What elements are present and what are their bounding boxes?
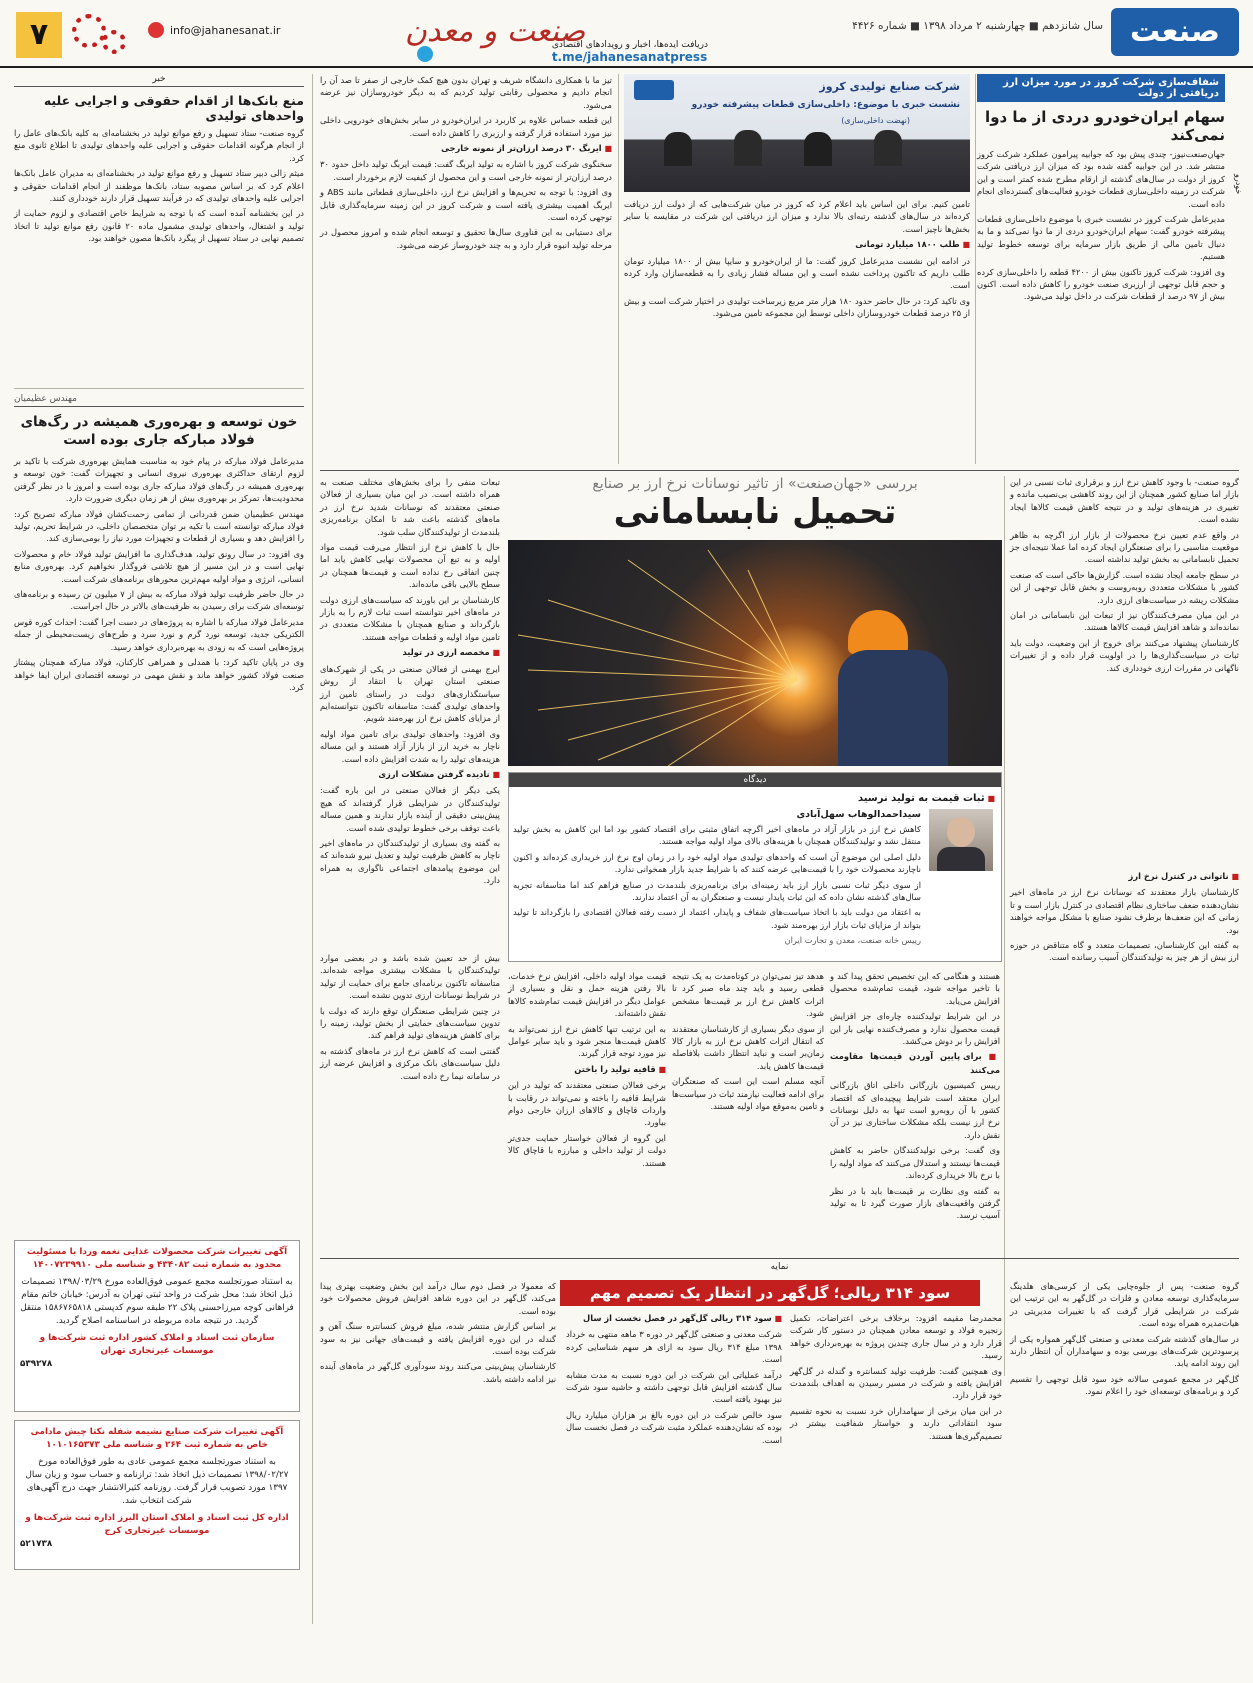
author-photo — [929, 809, 993, 871]
subhead-control: ■ ناتوانی در کنترل نرخ ارز — [1010, 870, 1239, 883]
subhead-resist: ■ برای پایین آوردن قیمت‌ها مقاومت می‌کنند — [830, 1050, 1000, 1076]
lower-col-1: هستند و هنگامی که این تخصیص تحقق پیدا کند و با تاخیر مواجه شود، قیمت تمام‌شده محصول افزایش می‌یابد. در این شرایط تولیدکننده چاره‌ای جز افزایش قیمت محصول ندارد و مصرف‌کننده نهایی بار این افزایش را بر دوش می‌کشد. ■ برای پایین آوردن قیمت‌ها مقاومت می‌کنند رییس کمیسیون بازرگانی داخلی اتاق بازرگانی ایران معتقد است شرایط پیچیده‌ای که اقتصاد کشور با آن روبه‌رو است تنها به دلیل نوسانات نرخ ارز نیست بلکه مشکلات ساختاری نیز در آن نقش دارد. وی گفت: برخی تولیدکنندگان حاضر به کاهش قیمت‌ها نیستند و استدلال می‌کنند که مواد اولیه را با نرخ بالا خریداری کرده‌اند. به گفته وی نظارت بر قیمت‌ها باید با در نظر گرفتن واقعیت‌های بازار صورت گیرد تا به تولید آسیب نرسد. — [830, 970, 1000, 1250]
golgohar-headline: سود ۳۱۴ ریالی؛ گل‌گهر در انتظار یک تصمیم مهم — [560, 1280, 980, 1306]
foolad-story: مهندس عظیمیان خون توسعه و بهره‌وری همیشه در رگ‌های فولاد مبارکه جاری بوده است مدیرعامل فولاد مبارکه در پیام خود به مناسبت همایش بهره‌وری شرکت با تاکید بر لزوم ارتقای حداکثری بهره‌وری نیروی انسانی و تجهیزات گفت: خون توسعه و بهره‌وری همیشه در رگ‌های فولاد مبارکه جاری بوده است و امروز با در نظر گرفتن محدودیت‌ها، تمرکز بر بهره‌وری بیش از هر زمان دیگری ضرورت دارد. مهندس عظیمیان ضمن قدردانی از تمامی زحمت‌کشان فولاد مبارکه تصریح کرد: فولاد مبارکه توانسته است با تکیه بر توان متخصصان داخلی، در شرایط تحریم، تولید را افزایش دهد و بسیاری از قطعات و تجهیزات مورد نیاز را بومی‌سازی کند. وی افزود: در سال رونق تولید، هدف‌گذاری ما افزایش تولید فولاد خام و محصولات نهایی است و در این مسیر از هیچ تلاشی فروگذار نخواهیم کرد. بهره‌وری منابع انسانی، انرژی و مواد اولیه مهم‌ترین محورهای برنامه‌های شرکت است. در حال حاضر ظرفیت تولید فولاد مبارکه به بیش از ۷ میلیون تن رسیده و برنامه‌های توسعه‌ای شرکت برای رسیدن به ظرفیت‌های بالاتر در حال اجراست. مدیرعامل فولاد مبارکه با اشاره به پروژه‌های در دست اجرا گفت: احداث کوره قوس الکتریکی جدید، توسعه نورد گرم و نورد سرد و طرح‌های زیست‌محیطی از جمله پروژه‌هایی است که به زودی به بهره‌برداری خواهد رسید. وی در پایان تاکید کرد: با همدلی و همراهی کارکنان، فولاد مبارکه همچنان پیشتاز صنعت فولاد کشور خواهد ماند و نقش مهمی در توسعه اقتصادی ایران ایفا خواهد کرد. — [14, 394, 304, 692]
sparks-graphic — [508, 540, 1002, 766]
mail-icon — [148, 22, 164, 38]
feature-col-c: ■ ناتوانی در کنترل نرخ ارز کارشناسان بازار معتقدند که نوسانات نرخ ارز در ماه‌های اخیر نشان‌دهنده ضعف ساختاری نظام اقتصادی در کنترل بازار است و تا زمانی که این ضعف‌ها برطرف نشود صنایع با مشکل مواجه خواهند بود. به گفته این کارشناسان، تصمیمات متعدد و گاه متناقض در حوزه ارز بیش از هر چیز به تولیدکنندگان آسیب رسانده است. — [1010, 870, 1239, 1170]
subhead-airbag: ■ ایربگ ۳۰ درصد ارزان‌تر از نمونه خارجی — [320, 142, 612, 155]
masthead — [0, 0, 1253, 68]
legal-notice-1: آگهی تغییرات شرکت محصولات غذایی نغمه وردا با مسئولیت محدود به شماره ثبت ۴۳۴۰۸۲ و شناسه ملی ۱۴۰۰۷۲۳۹۹۱۰ به استناد صورتجلسه مجمع عمومی فوق‌العاده مورخ ۱۳۹۸/۰۳/۲۹ تصمیمات ذیل اتخاذ شد: محل شرکت در واحد ثبتی تهران به آدرس: خیابان خاتم مقام فراهانی کوچه میرزاحسنی پلاک ۲۲ طبقه سوم کدپستی ۱۵۸۶۷۶۵۸۱۸ منتقل گردید. در نتیجه ماده مربوطه در اساسنامه اصلاح گردید. سازمان ثبت اسناد و املاک کشور اداره ثبت شرکت‌ها و موسسات غیرتجاری تهران ۵۳۹۲۷۸ — [14, 1240, 300, 1412]
opinion-box: دیدگاه ■ ثبات قیمت به تولید نرسید سیداحمد‌الوهاب سهل‌آبادی کاهش نرخ ارز در بازار آزاد در ماه‌های اخیر اگرچه اتفاق مثبتی برای اقتصاد کشور بود اما این کاهش به بخش تولید منتقل نشد و تولیدکنندگان همچنان با هزینه‌های بالای مواد اولیه مواجه هستند. دلیل اصلی این موضوع آن است که واحدهای تولیدی مواد اولیه خود را در زمان اوج نرخ ارز خریداری کرده‌اند و اکنون ناچارند محصولات خود را با قیمت‌هایی عرضه کنند که با شرایط جدید بازار همخوانی ندارد. از سوی دیگر ثبات نسبی بازار ارز باید زمینه‌ای برای برنامه‌ریزی بلندمدت در صنایع فراهم کند اما متاسفانه تجربه سال‌های گذشته نشان داده که این ثبات پایدار نیست و صنعتگران به آن اعتماد ندارند. به اعتقاد من دولت باید با اتخاذ سیاست‌های شفاف و پایدار، اعتماد از دست رفته فعالان اقتصادی را بازگرداند تا تولید بتواند از مزایای ثبات بازار ارز بهره‌مند شود. رییس خانه صنعت، معدن و تجارت ایران — [508, 772, 1002, 962]
opinion-author-role: رییس خانه صنعت، معدن و تجارت ایران — [784, 935, 921, 946]
kroz-logo-icon — [634, 80, 674, 100]
kroz-body: جهان‌صنعت‌نیوز- چندی پیش بود که جوابیه پیرامون عملکرد شرکت کروز منتشر شد. در این جوابیه گفته شده بود که میزان ارز دریافتی شرکت کروز از دولت در سال‌های گذشته از ارقام مطرح شده کمتر است و این شرکت در زمینه داخلی‌سازی قطعات خودرو فعالیت‌های گسترده‌ای انجام داده است. مدیرعامل شرکت کروز در نشست خبری با موضوع داخلی‌سازی قطعات پیشرفته خودرو گفت: سهام ایران‌خودرو دردی از ما دوا نمی‌کند و ما به دنبال تامین مالی از طریق بازار سرمایه برای توسعه خطوط تولید هستیم. وی افزود: شرکت کروز تاکنون بیش از ۴۲۰۰ قطعه را داخلی‌سازی کرده و حجم قابل توجهی از ارزبری صنعت خودرو را کاهش داده است. اکنون بیش از ۹۷ درصد از قطعات شرکت در داخل تولید می‌شود. — [977, 149, 1225, 302]
telegram-caption: دریافت ایده‌ها، اخبار و رویدادهای اقتصادی — [551, 40, 708, 50]
feature-header — [508, 476, 1002, 536]
golgohar-col-mid-right: محمدرضا مقیمه افزود: برخلاف برخی اعتراضات، تکمیل زنجیره فولاد و توسعه معادن همچنان در دستور کار شرکت قرار دارد و در سال جاری چندین پروژه به بهره‌برداری خواهد رسید. وی همچنین گفت: ظرفیت تولید کنسانتره و گندله در گل‌گهر افزایش یافته و شرکت در مسیر رسیدن به اهداف بلندمدت خود قرار دارد. در این میان برخی از سهامداران خرد نسبت به نحوه تقسیم سود انتقاداتی دارند و خواستار شفافیت بیشتر در تصمیم‌گیری‌ها هستند. — [790, 1313, 1002, 1441]
subhead-ignored: ■ نادیده گرفتن مشکلات ارزی — [320, 768, 500, 781]
feature-intro: گروه صنعت- با وجود کاهش نرخ ارز و برقراری ثبات نسبی در این بازار اما صنایع کشور همچنان از این روند کاهشی بی‌نصیب مانده و تغییری در هزینه‌های تولید و در نتیجه کاهش قیمت کالاها ایجاد نشده است. در واقع عدم تعیین نرخ محصولات از بازار ارز اگرچه به ظاهر موقعیت مناسبی را برای صنعتگران ایجاد کرده اما عملا نتیجه‌ای جز تحمیل نابسامانی به بخش تولید نداشته است. در سطح جامعه ایجاد نشده است. گزارش‌ها حاکی است که صنعت کشور با مشکلات متعددی روبه‌روست و بخش قابل توجهی از این مشکلات ریشه در سیاست‌های ارزی دارد. در این میان مصرف‌کنندگان نیز از تبعات این نابسامانی در امان نمانده‌اند و شاهد افزایش قیمت کالاها هستند. کارشناسان پیشنهاد می‌کنند برای خروج از این وضعیت، دولت باید ثبات در سیاست‌گذاری‌ها را در اولویت قرار داده و از تغییرات ناگهانی در مقررات ارزی خودداری کند. — [1010, 477, 1239, 673]
bank-headline: منع بانک‌ها از اقدام حقوقی و اجرایی علیه واحدهای تولیدی — [43, 93, 304, 123]
gear-icon-small — [102, 30, 126, 54]
legal-notice-2: آگهی تغییرات شرکت صنایع نشیمه شفله نکتا چیش مادامی خاص به شماره ثبت ۲۶۴ و شناسه ملی ۱۰۱۰۱۶۵۳۷۳ به استناد صورتجلسه مجمع عمومی عادی به طور فوق‌العاده مورخ ۱۳۹۸/۰۲/۲۷ تصمیمات ذیل اتخاذ شد: ترازنامه و حساب سود و زیان سال ۱۳۹۷ مورد تصویب قرار گرفت. روزنامه کثیرالانتشار جهت درج آگهی‌های شرکت انتخاب شد. اداره کل ثبت اسناد و املاک استان البرز اداره ثبت شرکت‌ها و موسسات غیرتجاری کرج ۵۲۱۷۳۸ — [14, 1420, 300, 1570]
kroz-headline: سهام ایران‌خودرو دردی از ما دوا نمی‌کند — [985, 108, 1225, 144]
lower-col-3: قیمت مواد اولیه داخلی، افزایش نرخ خدمات، بالا رفتن هزینه حمل و نقل و بسیاری از عوامل دیگر در افزایش قیمت تمام‌شده کالاها نقش داشته‌اند. به این ترتیب تنها کاهش نرخ ارز نمی‌تواند به کاهش قیمت‌ها منجر شود و باید سایر عوامل نیز مورد توجه قرار گیرند. ■ قافیه تولید را باختن برخی فعالان صنعتی معتقدند که تولید در این شرایط قافیه را باخته و نمی‌تواند در رقابت با واردات قاچاق و کالاهای ارزان خارجی دوام بیاورد. این گروه از فعالان خواستار حمایت جدی‌تر دولت از تولید داخلی و مبارزه با قاچاق کالا هستند. — [508, 970, 666, 1250]
foolad-byline: مهندس عظیمیان — [14, 394, 304, 407]
photo-banner-3: (نهضت داخلی‌سازی) — [841, 116, 910, 125]
opinion-label: دیدگاه — [509, 773, 1001, 787]
side-label: خودرو — [1234, 174, 1243, 195]
lower-col-2: هدهد تیز نمی‌توان در کوتاه‌مدت به یک نتیجه قطعی رسید و باید چند ماه صبر کرد تا اثرات کاهش نرخ ارز بر قیمت‌ها مشخص شود. از سوی دیگر بسیاری از کارشناسان معتقدند که انتقال اثرات کاهش نرخ ارز به بازار کالا زمان‌بر است و نباید انتظار داشت بلافاصله قیمت‌ها کاهش یابد. آنچه مسلم است این است که صنعتگران برای ادامه فعالیت نیازمند ثبات در سیاست‌ها و تامین به‌موقع مواد اولیه هستند. — [672, 971, 824, 1112]
foolad-headline: خون توسعه و بهره‌وری همیشه در رگ‌های فولاد مبارکه جاری بوده است — [20, 414, 298, 448]
feature-headline: تحمیل نابسامانی — [613, 492, 897, 532]
feature-kicker: بررسی «جهان‌صنعت» از تاثیر نوسانات نرخ ارز بر صنایع — [592, 476, 918, 492]
golgohar-subhead: ■ سود ۳۱۴ ریالی گل‌گهر در فصل نخست از سال — [566, 1312, 782, 1325]
kroz-continued: شرکت صنایع تولیدی کروز نشست خبری با موضوع: داخلی‌سازی قطعات پیشرفته خودرو (نهضت داخلی‌سازی) تامین کنیم. برای این اساس باید اعلام کرد که کروز در میان شرکت‌هایی که از دولت ارز دریافت کرده‌اند در سال‌های گذشته رتبه‌ای بالا ندارد و میزان ارز دریافتی این شرکت در مقایسه با سایر بخش‌ها ناچیز است. ■ طلب ۱۸۰۰ میلیارد تومانی در ادامه این نشست مدیرعامل کروز گفت: ما از ایران‌خودرو و سایپا بیش از ۱۸۰۰ میلیارد تومان طلب داریم که تاکنون پرداخت نشده است و این مساله فشار زیادی را به قطعه‌سازان وارد کرده است. وی تاکید کرد: در حال حاضر حدود ۱۸۰ هزار متر مربع زیرساخت تولیدی در اختیار شرکت است و بیش از ۲۵ درصد قطعات خودروسازان داخلی توسط این مجموعه تامین می‌شود. — [624, 74, 970, 464]
news-label: خبر — [14, 74, 304, 87]
photo-banner-2: نشست خبری با موضوع: داخلی‌سازی قطعات پیشرفته خودرو — [691, 100, 960, 110]
opinion-subhead: ■ ثبات قیمت به تولید نرسید — [858, 793, 995, 804]
gear-icon — [72, 14, 106, 48]
welding-photo — [508, 540, 1002, 766]
press-conference-photo — [624, 74, 970, 192]
feature-col-a: تبعات منفی را برای بخش‌های مختلف صنعت به همراه داشته است. در این میان بسیاری از فعالان صنعتی معتقدند که نوسانات شدید نرخ ارز در ماه‌های گذشته باعث شد تا امکان برنامه‌ریزی بلندمدت از تولیدکنندگان سلب شود. حال با کاهش نرخ ارز انتظار می‌رفت قیمت مواد اولیه و به تبع آن محصولات نهایی کاهش یابد اما چنین اتفاقی رخ نداده است و قیمت‌ها همچنان در سطح بالایی باقی مانده‌اند. کارشناسان بر این باورند که سیاست‌های ارزی دولت در ماه‌های اخیر نتوانسته است ثبات لازم را به بازار بازگرداند و صنایع همچنان با مشکلات متعددی در تامین مواد اولیه و قطعات مواجه هستند. ■ مخمصه ارزی در تولید ایرج بهمنی از فعالان صنعتی در یکی از شهرک‌های صنعتی استان تهران با انتقاد از روش سیاستگذاری‌های دولت در راستای تامین ارز واحدهای تولیدی گفت: متاسفانه تاکنون نتوانسته‌ایم از مزایای کاهش نرخ ارز بهره‌مند شویم. وی افزود: واحدهای تولیدی برای تامین مواد اولیه ناچار به خرید ارز از بازار آزاد هستند و این مساله هزینه‌های تولید را به شدت افزایش داده است. ■ نادیده گرفتن مشکلات ارزی یکی دیگر از فعالان صنعتی در این باره گفت: تولیدکنندگان در شرایطی قرار گرفته‌اند که هیچ پیش‌بینی دقیقی از آینده بازار ندارند و همین مساله باعث توقف برخی خطوط تولیدی شده است. به گفته وی بسیاری از تولیدکنندگان در ماه‌های اخیر ناچار به کاهش ظرفیت تولید و تعدیل نیرو شده‌اند که این موضوع پیامدهای اجتماعی ناگواری به همراه دارد. — [320, 476, 500, 946]
subhead-debt: ■ طلب ۱۸۰۰ میلیارد تومانی — [624, 238, 970, 251]
bank-news: خبر منع بانک‌ها از اقدام حقوقی و اجرایی علیه واحدهای تولیدی گروه صنعت- ستاد تسهیل و رفع موانع تولید در بخشنامه‌ای به کلیه بانک‌های عامل را از انجام هرگونه اقدامات حقوقی و اجرایی علیه واحدهای تولیدی تا اطلاع ثانوی منع کرد. میثم زالی دبیر ستاد تسهیل و رفع موانع تولید در بخشنامه‌ای به مدیران عامل بانک‌ها اعلام کرد که بر اساس مصوبه ستاد، بانک‌ها موظفند از انجام اقدامات حقوقی و اجرایی علیه واحدهای تولیدی که در فرآیند تسهیل قرار دارند خودداری کنند. در این بخشنامه آمده است که با توجه به شرایط خاص اقتصادی و لزوم حمایت از تولید و اشتغال، واحدهای تولیدی مشمول ماده ۲۰ قانون رفع موانع تولید تا اتخاذ تصمیم نهایی در ستاد تسهیل از پیگرد بانک‌ها مصون خواهند بود. — [14, 74, 304, 244]
email-address[interactable]: info@jahanesanat.ir — [170, 24, 281, 37]
subhead-currency-trap: ■ مخمصه ارزی در تولید — [320, 646, 500, 659]
golgohar-col-mid-left: ■ سود ۳۱۴ ریالی گل‌گهر در فصل نخست از سال شرکت معدنی و صنعتی گل‌گهر در دوره ۳ ماهه منتهی به خرداد ۱۳۹۸ مبلغ ۳۱۴ ریال سود به ازای هر سهم شناسایی کرده است. درآمد عملیاتی این شرکت در این دوره نسبت به مدت مشابه سال گذشته افزایش قابل توجهی داشته و حاشیه سود شرکت نیز بهبود یافته است. سود خالص شرکت در این دوره بالغ بر هزاران میلیارد ریال بوده که نشان‌دهنده عملکرد مثبت شرکت در فصل نخست سال است. — [566, 1312, 782, 1672]
golgohar-col-right: گروه صنعت- پس از جلوه‌چایی یکی از کرسی‌های هلدینگ سرمایه‌گذاری توسعه معادن و فلزات در گل‌گهر به این ترتیب این شرکت در شرایطی قرار گرفت که با تغییرات مدیریتی در هیات‌مدیره همراه بوده است. در سال‌های گذشته شرکت معدنی و صنعتی گل‌گهر همواره یکی از پرسودترین شرکت‌های بورسی بوده و سهامداران آن انتظار دارند این روند ادامه یابد. گل‌گهر در مجمع عمومی سالانه خود سود قابل توجهی را تقسیم کرد و برنامه‌های توسعه‌ای خود را اعلام نمود. — [1010, 1281, 1239, 1397]
telegram-link[interactable]: t.me/jahanesanatpress — [551, 50, 708, 64]
feature-col-b: بیش از حد تعیین شده باشد و در بعضی موارد تولیدکنندگان با مشکلات بیشتری مواجه شده‌اند. متاسفانه تاکنون برنامه‌ای جامع برای حمایت از تولید در شرایط نوسانات ارزی تدوین نشده است. در چنین شرایطی صنعتگران توقع دارند که دولت با تدوین سیاست‌های حمایتی از بخش تولید، زمینه را برای کاهش هزینه‌های تولید فراهم کند. گفتنی است که کاهش نرخ ارز در ماه‌های گذشته به دلیل سیاست‌های بانک مرکزی و افزایش عرضه ارز در سامانه نیما رخ داده است. — [320, 953, 500, 1081]
issue-line: سال شانزدهم ■ چهارشنبه ۲ مرداد ۱۳۹۸ ■ شماره ۴۴۲۶ — [852, 20, 1103, 32]
kroz-story — [977, 74, 1243, 464]
section-title: صنعت و معدن — [404, 14, 586, 49]
page-number: ۷ — [16, 12, 62, 58]
kroz-kicker: شفاف‌سازی شرکت کروز در مورد میزان ارز دریافتی از دولت — [977, 74, 1225, 102]
golgohar-col-left: که معمولا در فصل دوم سال درآمد این بخش وضعیت بهتری پیدا می‌کند، گل‌گهر در این دوره شاهد افزایش فروش محصولات خود بوده است. بر اساس گزارش منتشر شده، مبلغ فروش کنسانتره سنگ آهن و گندله در این دوره افزایش یافته و قیمت‌های جهانی نیز به سود شرکت بوده است. کارشناسان پیش‌بینی می‌کنند روند سودآوری گل‌گهر در ماه‌های آینده نیز ادامه داشته باشد. — [320, 1281, 556, 1384]
photo-banner-1: شرکت صنایع تولیدی کروز — [819, 80, 960, 93]
newspaper-logo[interactable]: صنعت — [1111, 8, 1239, 56]
subhead-lost: ■ قافیه تولید را باختن — [508, 1063, 666, 1076]
opinion-author: سیداحمد‌الوهاب سهل‌آبادی — [796, 809, 921, 820]
index-label: نمایه — [770, 1262, 789, 1272]
kroz-airbag: تیز ما با همکاری دانشگاه شریف و تهران بدون هیچ کمک خارجی از صفر تا صد آن را انجام دادیم و محصولی رقابتی تولید کردیم که به دیگر خودروسازان نیز عرضه می‌شود. این قطعه حساس علاوه بر کاربرد در ایران‌خودرو در سایر بخش‌های خودرویی داخلی نیز مورد استفاده قرار گرفته و ارزبری را کاهش داده است. ■ ایربگ ۳۰ درصد ارزان‌تر از نمونه خارجی سخنگوی شرکت کروز با اشاره به تولید ایربگ گفت: قیمت ایربگ تولید داخل حدود ۳۰ درصد ارزان‌تر از نمونه خارجی است و این محصول از کیفیت لازم برخوردار است. وی افزود: با توجه به تحریم‌ها و افزایش نرخ ارز، داخلی‌سازی قطعاتی مانند ABS و ایربگ اهمیت بیشتری یافته است و شرکت کروز در این زمینه سرمایه‌گذاری قابل توجهی کرده است. برای دستیابی به این فناوری سال‌ها تحقیق و توسعه انجام شده و امروز محصول در مرحله تولید انبوه قرار دارد و به چند خودروساز عرضه می‌شود. — [320, 74, 612, 464]
